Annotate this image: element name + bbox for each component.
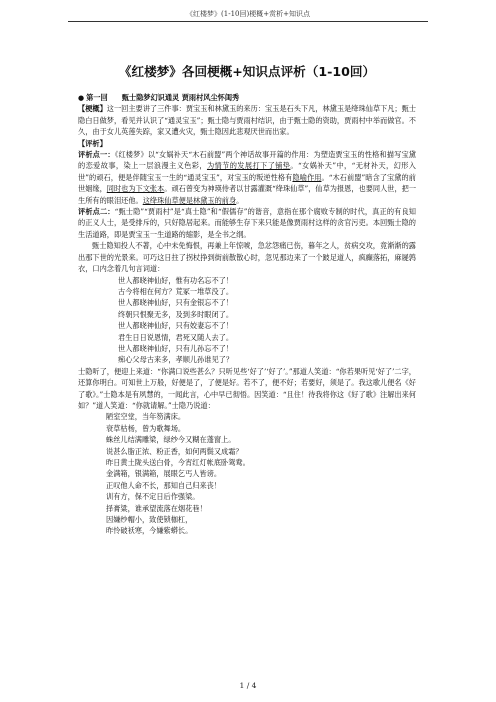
summary-text: 这一回主要讲了三件事：贾宝玉和林黛玉的来历：宝玉是石头下凡，林黛玉是绛珠仙草下凡；甄士隐白日做梦，看见并认识了“通灵宝玉”；甄士隐与贾雨村结识，由于甄士隐的资助，贾雨村中举而做官。不久，由于女儿英莲失踪，家又遭火灾，甄士隐因此悲观厌世而出家。: [78, 104, 416, 137]
header-rule: [68, 21, 428, 22]
poem-line: 昨日黄土陇头送白骨，今宵红灯帐底卧鸳鸯。: [106, 458, 250, 467]
poem-line: 世人都晓神仙好，只有金银忘不了！: [118, 298, 234, 308]
point2-label: 评析点二：: [78, 207, 115, 217]
poem-annotation: [106, 411, 416, 536]
poem-line: 蛛丝儿结满雕梁，绿纱今又糊在蓬窗上。: [106, 435, 236, 445]
poem-line: 正叹他人命不长，那知自己归来丧！: [106, 480, 222, 490]
page-number: 1 / 4: [239, 681, 257, 690]
point1-text: 《红楼梦》以“女娲补天“木石前盟”两个神话故事开篇的作用：为塑造贾宝玉的性格和描写宝黛的恋爱故事，染上一层浪漫主义色彩，: [78, 150, 416, 171]
point1-text: 。顽石曾变为神瑛侍者以甘露灌溉“绛珠仙草”，仙草为报恩，也要同人世，把一生所有的眼泪还他。: [78, 184, 417, 205]
analysis-point-1: [78, 149, 416, 206]
analysis-point-2: [78, 206, 416, 240]
narrative-paragraph-1: 甄士隐知投人不著，心中未免悔恨，再兼上年惊唬，急忿怨痛已伤，暮年之人，贫病交攻，竟渐渐的露出那下世的光景来。可巧这日拄了拐杖挣到街前散散心时，忽见那边来了一个跛足道人，疯癫落拓，麻屣鹑衣，口内念着几句言词道：: [78, 241, 416, 274]
document-title: 《红楼梦》各回梗概+知识点评析（1-10回）: [118, 64, 376, 79]
point2-text: “甄士隐”“贾雨村”是“真士隐”和“假儒存”的谐音，意指在那个腐败专制的时代，真正的有良知的正义人士，是受排斥的，只好隐居起来。而能够生存下来只能是像贾雨村这样的贪官污吏。本回甄士隐的生活道路，即是贾宝玉一生道路的缩影，是全书之纲。: [78, 207, 416, 239]
poem-line: 说甚么脂正浓、粉正香，如何两鬓又成霜？: [106, 446, 243, 456]
point1-underline: 这绛珠仙草便是林黛玉的前身: [142, 195, 237, 205]
summary-paragraph: [78, 103, 416, 137]
point1-text: 。“木石前盟”暗含了宝黛的前世姻缘，: [78, 172, 416, 194]
chapter-heading: [78, 92, 416, 103]
point1-label: 评析点一：: [78, 150, 115, 160]
page-header: 《红楼梦》(1-10回)梗概+赏析+知识点: [186, 10, 310, 18]
chapter-name: 甄士隐梦幻识通灵 贾雨村风尘怀闺秀: [121, 93, 240, 102]
poem-line: 世人都晓神仙好，惟有功名忘不了！: [118, 275, 234, 285]
poem-line: 金满箱，银满箱，展眼乞丐人皆谤。: [106, 469, 222, 479]
poem-line: 世人都晓神仙好，只有儿孙忘不了！: [118, 343, 234, 353]
poem-line: 择膏粱，谁承望流落在烟花巷！: [106, 503, 207, 513]
poem-line: 昨怜破袄寒，今嫌紫蟒长。: [106, 526, 193, 536]
poem-line: 因嫌纱帽小，致使锁枷杠，: [106, 515, 193, 525]
summary-label: 【梗概】: [78, 104, 107, 114]
point1-text: 。“女娲补天”中，“无材补天，幻形入世”的顽石，便是伴随宝玉一生的“通灵宝玉”，对宝玉的叛逆性格有: [78, 161, 416, 182]
bullet-icon: ●: [78, 93, 85, 102]
poem-line: 陋室空堂，当年笏满床。: [106, 412, 186, 422]
poem-good-end-song: [118, 275, 416, 366]
poem-line: 痴心父母古来多，孝顺儿孙谁见了？: [118, 355, 234, 365]
point1-text: 。: [236, 195, 244, 205]
poem-line: 古今将相在何方？荒冢一堆草没了。: [118, 286, 234, 296]
narrative-paragraph-2: 士隐听了，便迎上来道：“你满口说些甚么？只听见些‘好了’‘好了’。”那道人笑道：“你若果听见‘好了’二字，还算你明白。可知世上万般，好便是了，了便是好。若不了，便不好；若要好，须是了。我这歌儿便名《好了歌》。”士隐本是有夙慧的，一闻此言，心中早已彻悟。因笑道：“且住！待我将你这《好了歌》注解出来何如？”道人笑道：“你就请解。”士隐乃说道：: [78, 366, 416, 410]
poem-line: 训有方，保不定日后作强梁。: [106, 492, 200, 502]
point1-underline: 为情节的发展打下了铺垫: [206, 161, 291, 171]
poem-line: 世人都晓神仙好，只有姣妻忘不了！: [118, 321, 234, 331]
document-body: [78, 64, 416, 537]
analysis-label: 【评析】: [78, 138, 107, 148]
poem-line: 君生日日说恩情，君死又随人去了。: [118, 332, 234, 342]
chapter-number: 第一回: [86, 93, 108, 102]
poem-line: 衰草枯杨，曾为歌舞场。: [106, 423, 186, 433]
point1-underline: 隐喻作用: [292, 172, 322, 182]
point1-underline: 同时也为下文张本: [106, 184, 165, 194]
poem-line: 终朝只恨聚无多，及到多时眼闭了。: [118, 309, 234, 319]
